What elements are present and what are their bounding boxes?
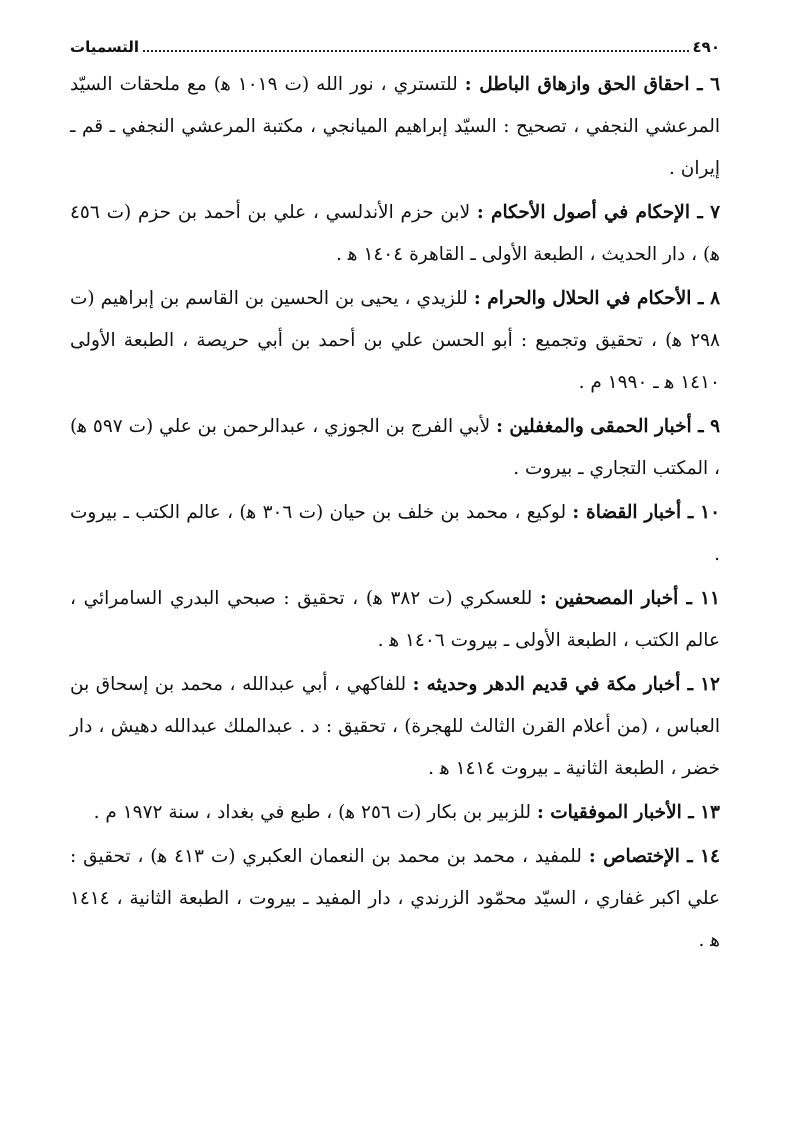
entry-details: لابن حزم الأندلسي ، علي بن أحمد بن حزم (ت ٤٥٦ ﻫ) ، دار الحديث ، الطبعة الأولى ـ القاهرة ١٤٠٤ ﻫ . — [70, 202, 720, 265]
bibliography-entry-9 — [70, 406, 720, 490]
entry-title: ١٠ ـ أخبار القضاة : — [572, 502, 721, 523]
entry-details: للزبير بن بكار (ت ٢٥٦ ﻫ) ، طبع في بغداد ، سنة ١٩٧٢ م . — [93, 802, 537, 823]
entry-title: ٧ ـ الإحكام في أصول الأحكام : — [476, 202, 720, 223]
entry-title: ١٤ ـ الإختصاص : — [588, 846, 720, 867]
bibliography-entry-7 — [70, 192, 720, 276]
entry-details: للتستري ، نور الله (ت ١٠١٩ ﻫ) مع ملحقات السيّد المرعشي النجفي ، تصحيح : السيّد إبراهيم الميانجي ، مكتبة المرعشي النجفي ـ قم ـ إيران . — [70, 74, 720, 179]
entry-details: لأبي الفرج بن الجوزي ، عبدالرحمن بن علي (ت ٥٩٧ ﻫ) ، المكتب التجاري ـ بيروت . — [70, 416, 720, 479]
bibliography-entry-8 — [70, 278, 720, 404]
entry-details: لوكيع ، محمد بن خلف بن حيان (ت ٣٠٦ ﻫ) ، عالم الكتب ـ بيروت . — [70, 502, 720, 565]
entry-details: للعسكري (ت ٣٨٢ ﻫ) ، تحقيق : صبحي البدري السامرائي ، عالم الكتب ، الطبعة الأولى ـ بيروت ١٤٠٦ ﻫ . — [70, 588, 720, 651]
bibliography-entry-11 — [70, 578, 720, 662]
section-title: التسميات — [70, 38, 140, 56]
bibliography-entry-13 — [70, 792, 720, 834]
bibliography-entry-14 — [70, 836, 720, 962]
entry-title: ٦ ـ احقاق الحق وازهاق الباطل : — [464, 74, 720, 95]
bibliography-list — [70, 64, 720, 962]
entry-title: ٩ ـ أخبار الحمقى والمغفلين : — [496, 416, 720, 437]
bibliography-entry-6 — [70, 64, 720, 190]
entry-details: للفاكهي ، أبي عبدالله ، محمد بن إسحاق بن العباس ، (من أعلام القرن الثالث للهجرة) ، تحقيق : د . عبدالملك عبدالله دهيش ، دار خضر ، الطبعة الثانية ـ بيروت ١٤١٤ ﻫ . — [70, 674, 720, 779]
entry-details: للمفيد ، محمد بن محمد بن النعمان العكبري (ت ٤١٣ ﻫ) ، تحقيق : علي اكبر غفاري ، السيّد محمّود الزرندي ، دار المفيد ـ بيروت ، الطبعة الثانية ، ١٤١٤ ﻫ . — [70, 846, 720, 951]
page-header — [70, 22, 720, 56]
entry-title: ١١ ـ أخبار المصحفين : — [539, 588, 720, 609]
entry-details: للزيدي ، يحيى بن الحسين بن القاسم بن إبراهيم (ت ٢٩٨ ﻫ) ، تحقيق وتجميع : أبو الحسن علي بن أحمد بن أبي حريصة ، الطبعة الأولى ١٤١٠ ﻫ ـ ١٩٩٠ م . — [70, 288, 720, 393]
entry-title: ١٢ ـ أخبار مكة في قديم الدهر وحديثه : — [412, 674, 720, 695]
entry-title: ١٣ ـ الأخبار الموفقيات : — [536, 802, 720, 823]
bibliography-entry-12 — [70, 664, 720, 790]
page-number: ٤٩٠ — [692, 38, 720, 56]
header-dot-leader — [143, 49, 688, 52]
bibliography-entry-10 — [70, 492, 720, 576]
entry-title: ٨ ـ الأحكام في الحلال والحرام : — [473, 288, 720, 309]
